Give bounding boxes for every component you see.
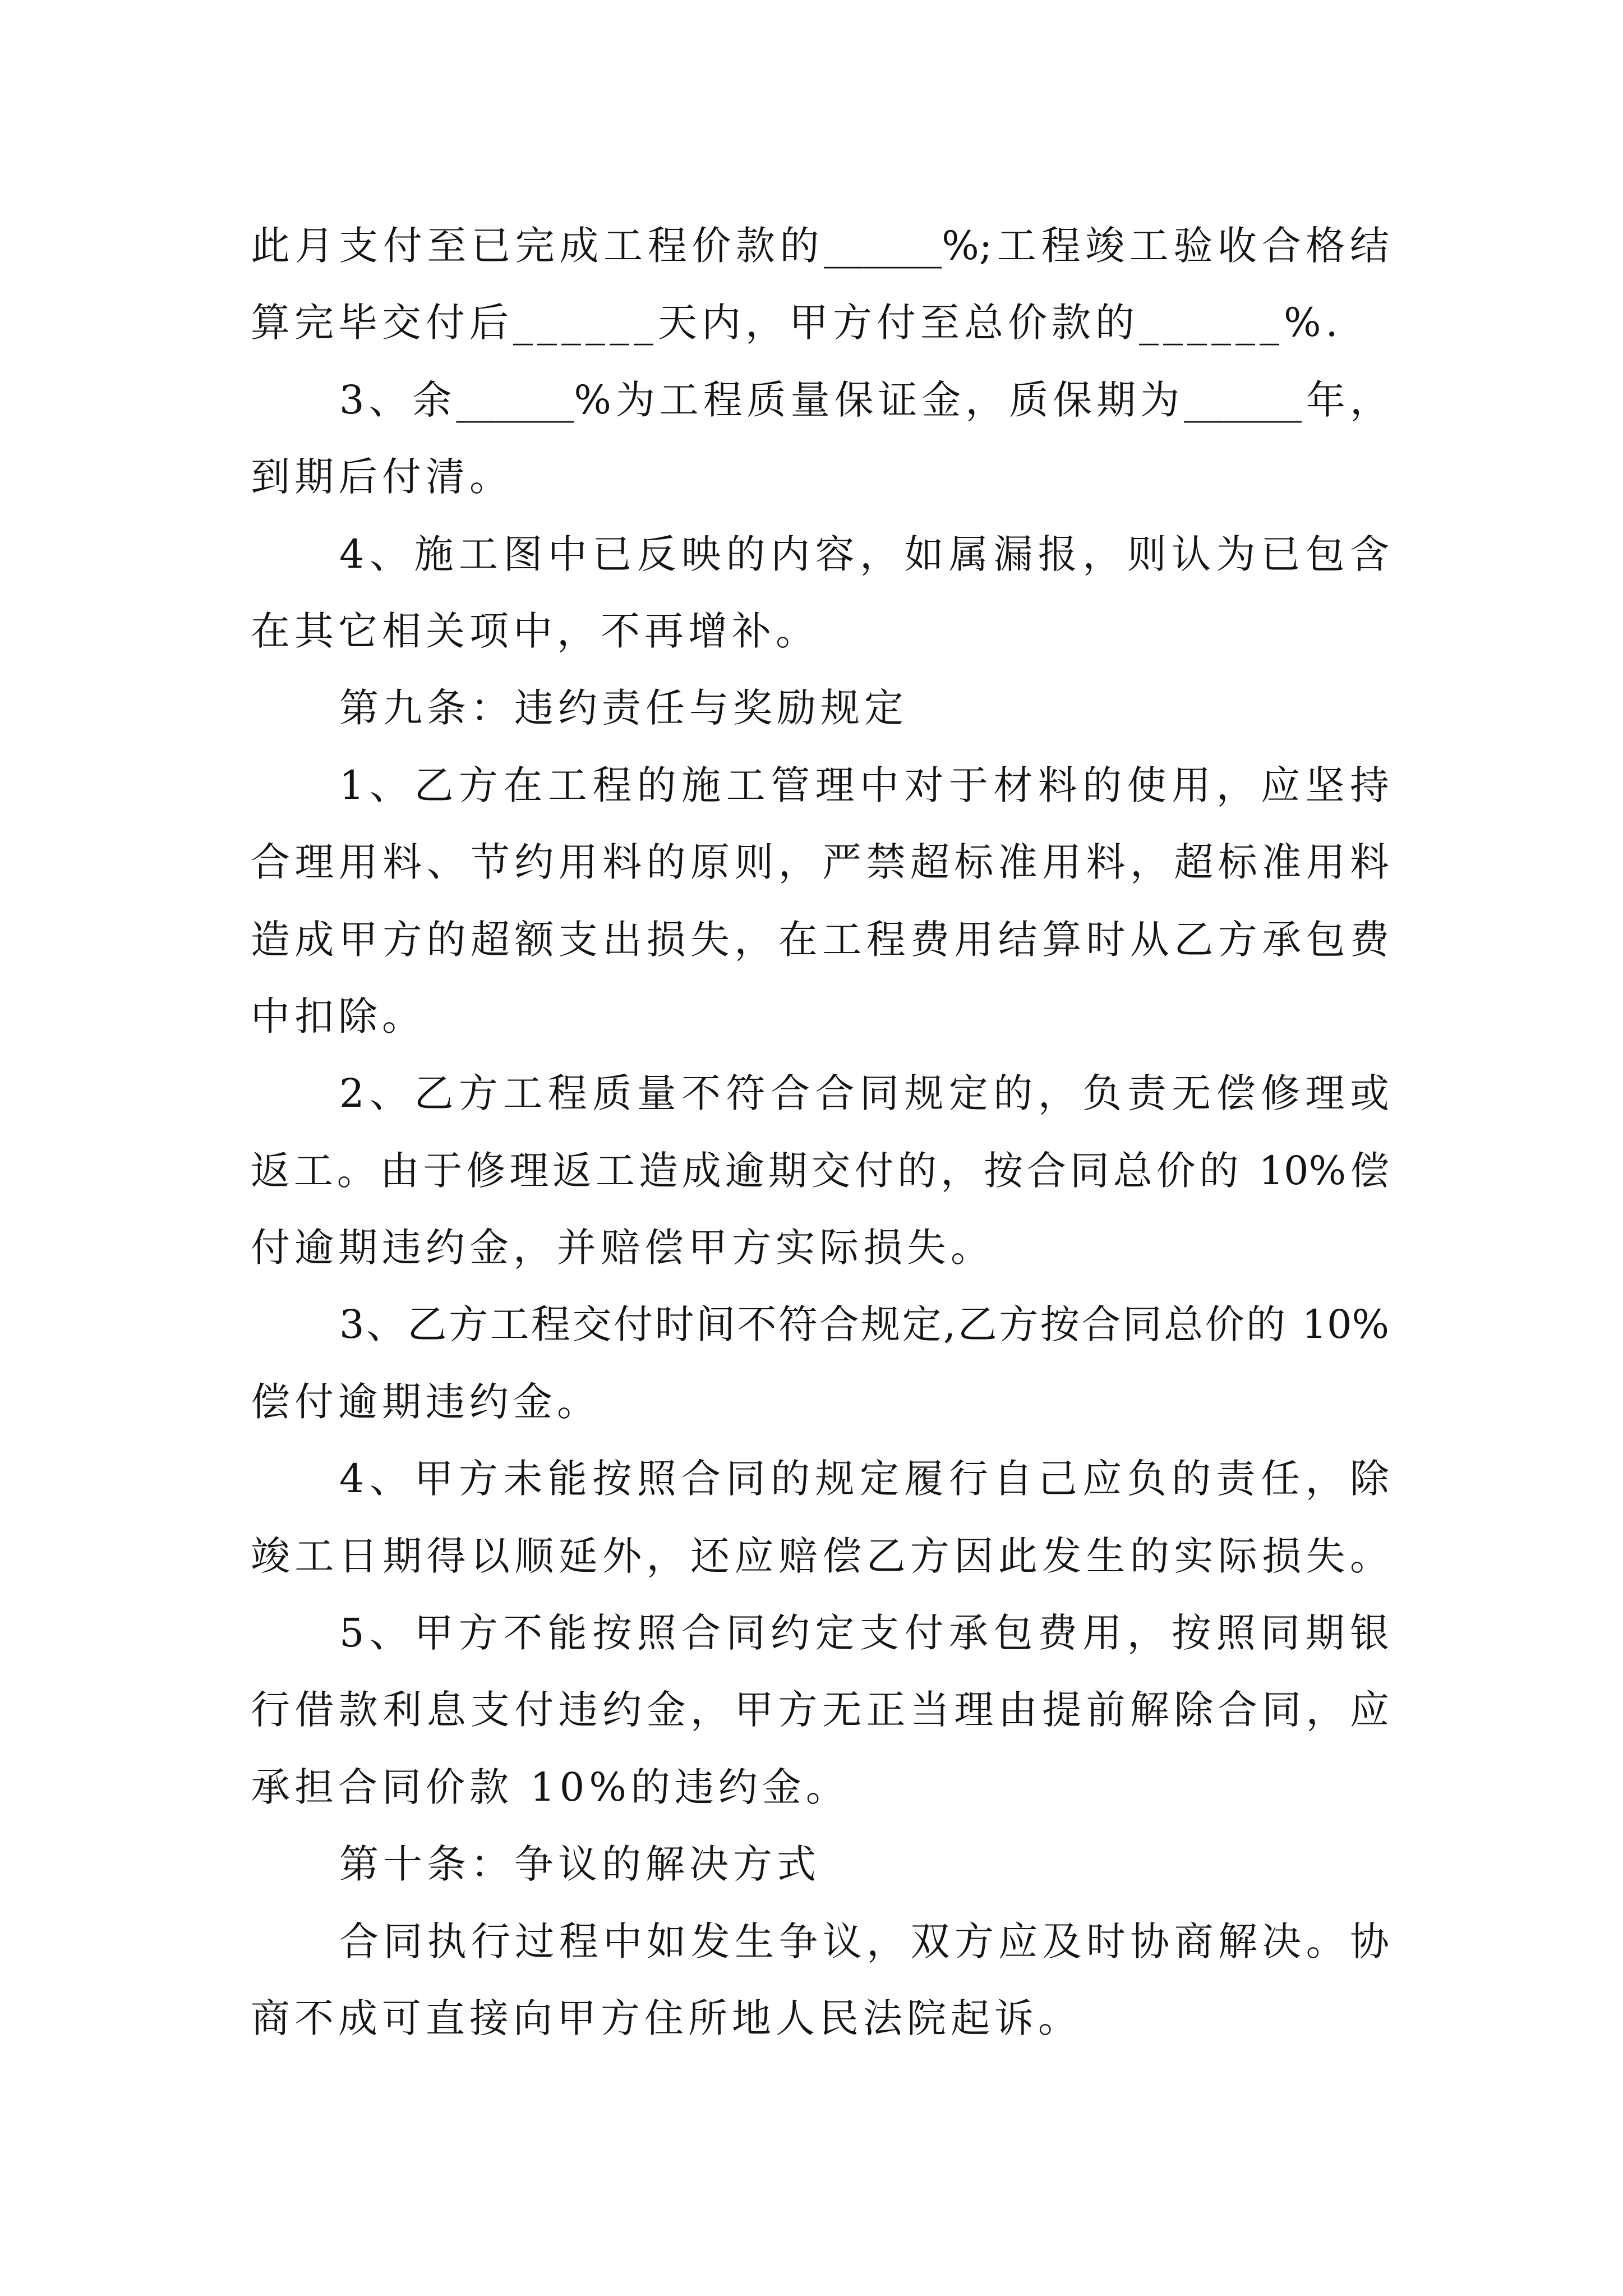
text-line: 此月支付至已完成工程价款的______%;工程竣工验收合格结	[251, 223, 1389, 269]
delivery-delay-paragraph	[251, 1286, 1389, 1441]
article-10-heading	[251, 1826, 1389, 1903]
material-usage-paragraph	[251, 747, 1389, 1056]
text-line: 付逾期违约金，并赔偿甲方实际损失。	[251, 1225, 994, 1271]
party-a-breach-paragraph	[251, 1441, 1389, 1595]
document-body	[251, 208, 1389, 2057]
text-line: 中扣除。	[251, 993, 426, 1039]
clause-heading: 第十条：争议的解决方式	[339, 1841, 820, 1888]
text-line: 行借款利息支付违约金，甲方无正当理由提前解除合同，应	[251, 1687, 1389, 1733]
quality-defect-paragraph	[251, 1055, 1389, 1286]
text-line: 竣工日期得以顺延外，还应赔偿乙方因此发生的实际损失。	[251, 1533, 1389, 1579]
article-9-heading	[251, 670, 1389, 747]
text-line: 1、乙方在工程的施工管理中对于材料的使用，应坚持	[339, 762, 1389, 808]
text-line: 返工。由于修理返工造成逾期交付的，按合同总价的 10%偿	[251, 1147, 1389, 1194]
text-line: 承担合同价款 10%的违约金。	[251, 1764, 850, 1810]
text-line: 到期后付清。	[251, 454, 513, 500]
retention-money-paragraph	[251, 362, 1389, 516]
clause-heading: 第九条：违约责任与奖励规定	[339, 685, 908, 731]
text-line: 造成甲方的超额支出损失，在工程费用结算时从乙方承包费	[251, 916, 1389, 963]
dispute-resolution-paragraph	[251, 1903, 1389, 2058]
text-line: 偿付逾期违约金。	[251, 1378, 601, 1425]
text-line: 3、余______%为工程质量保证金，质保期为______年，	[339, 376, 1389, 423]
payment-schedule-paragraph	[251, 208, 1389, 362]
text-line: 算完毕交付后______天内，甲方付至总价款的______%.	[251, 300, 1343, 346]
text-line: 2、乙方工程质量不符合合同规定的，负责无偿修理或	[339, 1070, 1389, 1117]
text-line: 3、乙方工程交付时间不符合规定,乙方按合同总价的 10%	[339, 1301, 1389, 1348]
text-line: 5、甲方不能按照合同约定支付承包费用，按照同期银	[339, 1610, 1389, 1657]
text-line: 4、施工图中已反映的内容，如属漏报，则认为已包含	[339, 531, 1389, 577]
payment-default-paragraph	[251, 1595, 1389, 1826]
text-line: 在其它相关项中，不再增补。	[251, 608, 819, 654]
text-line: 商不成可直接向甲方住所地人民法院起诉。	[251, 1995, 1082, 2041]
text-line: 4、甲方未能按照合同的规定履行自己应负的责任，除	[339, 1456, 1389, 1502]
omission-paragraph	[251, 516, 1389, 670]
text-line: 合理用料、节约用料的原则，严禁超标准用料，超标准用料	[251, 839, 1389, 886]
text-line: 合同执行过程中如发生争议，双方应及时协商解决。协	[339, 1918, 1389, 1964]
